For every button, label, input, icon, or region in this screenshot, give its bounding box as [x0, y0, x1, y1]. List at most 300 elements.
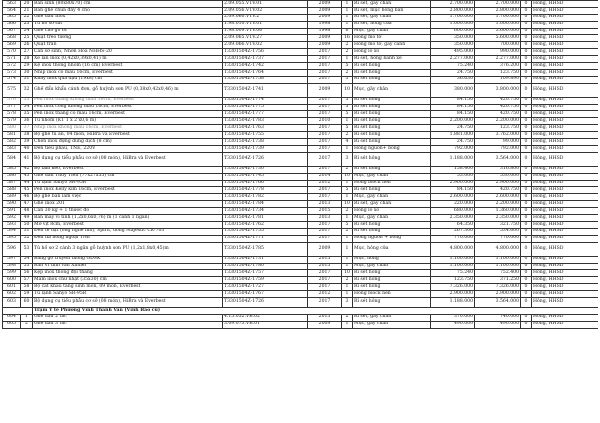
total-value: 700.000 — [475, 42, 521, 49]
total-value: 3.564.000 — [475, 152, 521, 166]
table-row — [3, 35, 599, 42]
quantity: 10 — [342, 173, 353, 180]
condition-status: Hỏng, HHSD — [532, 145, 599, 152]
item-number: 27 — [21, 49, 33, 56]
year-in-use: 2012 — [308, 291, 342, 298]
year-in-use: 2017 — [308, 194, 342, 201]
asset-code: T3301504Z-1784 — [223, 201, 308, 208]
asset-code: T3301504Z-1745 — [223, 173, 308, 180]
row-number: 577 — [3, 104, 21, 111]
year-in-use: 2017 — [308, 277, 342, 284]
remaining-value: 0 — [521, 63, 532, 70]
row-number: 596 — [3, 242, 21, 256]
table-body — [3, 1, 599, 329]
asset-code: T3301504Z-1730 — [223, 166, 308, 173]
unit-price: 380.000 — [431, 83, 475, 97]
row-number: 599 — [3, 270, 21, 277]
total-value: 371.250 — [475, 277, 521, 284]
quantity: 3 — [342, 297, 353, 307]
remaining-value: 0 — [521, 35, 532, 42]
condition-detail: Mục, gãy chân — [353, 194, 431, 201]
year-in-use: 2009 — [308, 35, 342, 42]
total-value: 123.750 — [475, 69, 521, 76]
remaining-value: 0 — [521, 180, 532, 187]
year-in-use: 2017 — [308, 97, 342, 104]
unit-price: 350.000 — [431, 42, 475, 49]
remaining-value: 0 — [521, 104, 532, 111]
remaining-value: 0 — [521, 97, 532, 104]
table-row — [3, 221, 599, 228]
condition-detail: Rỉ sét hỏng — [353, 69, 431, 76]
total-value: 2.600.000 — [475, 194, 521, 201]
year-in-use: 2017 — [308, 139, 342, 146]
condition-detail: Rỉ sét hỏng — [353, 118, 431, 125]
total-value: 2.200.000 — [475, 201, 521, 208]
condition-status: Hỏng, HHSD — [532, 21, 599, 28]
unit-price: 370.000 — [431, 314, 475, 321]
condition-status: Hỏng, HHSD — [532, 263, 599, 270]
condition-detail: Rỉ sét, mục hỏng bản — [353, 7, 431, 14]
condition-status: Hỏng, HHSD — [532, 35, 599, 42]
unit-price: 4.800.000 — [431, 242, 475, 256]
year-in-use: 2015 — [308, 263, 342, 270]
unit-price: 84.150 — [431, 104, 475, 111]
condition-detail: Hỏng block nén — [353, 291, 431, 298]
quantity: 3 — [342, 76, 353, 83]
unit-price: 1.700.000 — [431, 14, 475, 21]
condition-detail: Mục, gãy chân — [353, 263, 431, 270]
quantity: 5 — [342, 125, 353, 132]
condition-detail: Rỉ sét hỏng — [353, 139, 431, 146]
condition-status: Hỏng, HHSD — [532, 215, 599, 222]
item-number: 60 — [21, 297, 33, 307]
quantity: 2 — [342, 166, 353, 173]
condition-status: Hỏng, HHSD — [532, 166, 599, 173]
unit-price: 600.000 — [431, 28, 475, 35]
table-row — [3, 118, 599, 125]
item-number: 29 — [21, 63, 33, 70]
remaining-value: 0 — [521, 69, 532, 76]
quantity: 4 — [342, 139, 353, 146]
table-row — [3, 132, 599, 139]
condition-detail: Mục, gãy chân — [353, 173, 431, 180]
total-value: 1.100.000 — [475, 256, 521, 263]
asset-code: T3301504Z-1762 — [223, 221, 308, 228]
condition-detail: Rỉ sét, hỏng cửa — [353, 21, 431, 28]
quantity: 1 — [342, 21, 353, 28]
total-value: 316.800 — [475, 166, 521, 173]
condition-status: Hỏng, HHSD — [532, 201, 599, 208]
row-number: 571 — [3, 56, 21, 63]
item-number: 36 — [21, 118, 33, 125]
asset-code: T3301504Z-1726 — [223, 152, 308, 166]
quantity: 1 — [342, 215, 353, 222]
row-number: 604 — [3, 314, 21, 321]
unit-price: 770.000 — [431, 235, 475, 242]
condition-detail: Rỉ sét, gãy chân — [353, 1, 431, 8]
condition-status: Hỏng, HHSD — [532, 221, 599, 228]
table-row — [3, 63, 599, 70]
row-number: 564 — [3, 7, 21, 14]
year-in-use: 2017 — [308, 297, 342, 307]
year-in-use: 2010 — [308, 118, 342, 125]
year-in-use: 2017 — [308, 56, 342, 63]
unit-price: 36.630 — [431, 76, 475, 83]
condition-detail: Hỏng lò xo — [353, 49, 431, 56]
year-in-use: 1998 — [308, 21, 342, 28]
condition-detail: Rỉ sét hỏng — [353, 297, 431, 307]
remaining-value: 0 — [521, 111, 532, 118]
quantity: 3 — [342, 152, 353, 166]
total-value: 490.000 — [475, 321, 521, 328]
unit-price: 84.150 — [431, 187, 475, 194]
item-name: Ghế đẩu khẩu cánh đơn, gỗ huỳnh sơn PU (0,38x0,42x0,46) m — [33, 83, 223, 97]
table-row — [3, 152, 599, 166]
item-number: 43 — [21, 173, 33, 180]
year-in-use: 2015 — [308, 208, 342, 215]
item-name: Bảng gỗ truyền thông GDSK — [33, 256, 223, 263]
condition-detail: Rỉ sét hỏng — [353, 76, 431, 83]
quantity: 10 — [342, 83, 353, 97]
item-name: Khay inox quả đậu (19x8) cm — [33, 76, 223, 83]
table-row — [3, 194, 599, 201]
table-row — [3, 297, 599, 307]
remaining-value: 0 — [521, 201, 532, 208]
item-number: 35 — [21, 111, 33, 118]
total-value: 2.900.000 — [475, 291, 521, 298]
row-number: 570 — [3, 49, 21, 56]
unit-price: 75.240 — [431, 270, 475, 277]
year-in-use: 2009 — [308, 42, 342, 49]
asset-code: T3301504Z-1727 — [223, 284, 308, 291]
remaining-value: 0 — [521, 173, 532, 180]
remaining-value: 0 — [521, 83, 532, 97]
year-in-use: 2017 — [308, 166, 342, 173]
total-value: 3.762.000 — [475, 132, 521, 139]
table-row — [3, 166, 599, 173]
unit-price: 680.000 — [431, 208, 475, 215]
item-name: Bộ ghế bàn làm việc — [33, 194, 223, 201]
unit-price: 7.326.000 — [431, 284, 475, 291]
asset-code: 4.15.052.VB.02 — [223, 314, 308, 321]
total-value: 321.750 — [475, 221, 521, 228]
condition-detail: Rỉ sét hỏng — [353, 97, 431, 104]
condition-detail: Rỉ sét hỏng — [353, 152, 431, 166]
asset-code: 2.09.066.VTV.02 — [223, 42, 308, 49]
total-value: 3.600.000 — [475, 28, 521, 35]
item-number: 49 — [21, 215, 33, 222]
total-value: 7.326.000 — [475, 284, 521, 291]
year-in-use: 2009 — [308, 83, 342, 97]
asset-code: 3.09.073.VB.01 — [223, 321, 308, 328]
item-name: Ghế dẫu Inox — [33, 14, 223, 21]
item-number: 30 — [21, 69, 33, 76]
item-number: 54 — [21, 256, 33, 263]
total-value: 109.890 — [475, 76, 521, 83]
condition-detail: Hỏng block nén — [353, 180, 431, 187]
row-number: 568 — [3, 35, 21, 42]
item-number: 20 — [21, 1, 33, 8]
condition-status: Hỏng, HHSD — [532, 42, 599, 49]
table-row — [3, 7, 599, 14]
year-in-use: 2009 — [308, 14, 342, 21]
asset-code: 2.09.056.VTV.02 — [223, 7, 308, 14]
unit-price: 84.150 — [431, 97, 475, 104]
table-row — [3, 215, 599, 222]
year-in-use: 2017 — [308, 125, 342, 132]
item-name: Nhíp inox không mấu 16cm, Everbest — [33, 125, 223, 132]
unit-price: 1.000.000 — [431, 21, 475, 28]
item-name: Bộ ghế tủ ăn, 04 món, HiBra và Everbest — [33, 132, 223, 139]
condition-detail: Rỉ sét hỏng — [353, 277, 431, 284]
year-in-use: 2009 — [308, 1, 342, 8]
item-name: Cân sơ sinh, Nhơn Hòa NHHS-20 — [33, 49, 223, 56]
row-number: 582 — [3, 139, 21, 146]
asset-code: 2.09.065.VTV.27 — [223, 35, 308, 42]
table-row — [3, 208, 599, 215]
remaining-value: 0 — [521, 314, 532, 321]
year-in-use: 2017 — [308, 145, 342, 152]
condition-status: Hỏng, HHSD — [532, 270, 599, 277]
condition-status: Hỏng, HHSD — [532, 104, 599, 111]
quantity: 10 — [342, 201, 353, 208]
remaining-value: 0 — [521, 28, 532, 35]
item-name: Bàn sinh (80x80x70) cm — [33, 1, 223, 8]
condition-status: Hỏng, HHSD — [532, 1, 599, 8]
unit-price: 2.900.000 — [431, 180, 475, 187]
asset-code: T3301504Z-1738 — [223, 139, 308, 146]
quantity: 2 — [342, 49, 353, 56]
item-name: Pen inox cong không mấu 16cm, Everbest — [33, 104, 223, 111]
quantity: 5 — [342, 221, 353, 228]
condition-detail: Rỉ sét hỏng — [353, 284, 431, 291]
table-row — [3, 270, 599, 277]
total-value: 2.200.000 — [475, 118, 521, 125]
condition-detail: Rỉ sét hỏng — [353, 166, 431, 173]
item-name: Bàn máy vi tính (1,2x0,6x0,76) m (1 cánh 1 ngăn) — [33, 215, 223, 222]
asset-code: T3301504Z-1764 — [223, 69, 308, 76]
asset-code: T3301504Z-1726 — [223, 297, 308, 307]
asset-code: T3301504Z-1731 — [223, 256, 308, 263]
remaining-value: 0 — [521, 166, 532, 173]
row-number: 597 — [3, 256, 21, 263]
item-number: 38 — [21, 132, 33, 139]
item-number: 53 — [21, 242, 33, 256]
item-name: Đèn tia hồng ngoại TNE — [33, 235, 223, 242]
row-number: 592 — [3, 215, 21, 222]
table-row — [3, 277, 599, 284]
asset-code: T3301504Z-1785 — [223, 242, 308, 256]
asset-code: T3301504Z-1778 — [223, 187, 308, 194]
unit-price: 1.188.000 — [431, 297, 475, 307]
item-name: Bộ lam kéo, Everbest — [33, 166, 223, 173]
item-number: 24 — [21, 28, 33, 35]
year-in-use: 2009 — [308, 7, 342, 14]
asset-code: T3301504Z-1766 — [223, 180, 308, 187]
year-in-use: 2009 — [308, 321, 342, 328]
unit-price: 2.600.000 — [431, 194, 475, 201]
table-row — [3, 291, 599, 298]
table-row — [3, 28, 599, 35]
unit-price: 24.750 — [431, 125, 475, 132]
asset-code: 2.09.055.VTV.01 — [223, 1, 308, 8]
table-row — [3, 125, 599, 132]
condition-status: Hỏng, HHSD — [532, 63, 599, 70]
condition-status: Hỏng, HHSD — [532, 194, 599, 201]
condition-detail: Rỉ sét hỏng — [353, 111, 431, 118]
unit-price: 350.000 — [431, 35, 475, 42]
condition-status: Hỏng, HHSD — [532, 314, 599, 321]
condition-detail: Mục, gãy chân — [353, 28, 431, 35]
condition-detail: Rỉ sét hỏng — [353, 221, 431, 228]
item-name: Ghế chờ gỗ 6c — [33, 28, 223, 35]
item-name: Pen inox thẳng không mấu 16cm, Everbest — [33, 97, 223, 104]
condition-detail: Rỉ sét hỏng — [353, 228, 431, 235]
total-value: 123.750 — [475, 125, 521, 132]
item-number: 2 — [21, 321, 33, 328]
table-row — [3, 256, 599, 263]
table-row — [3, 242, 599, 256]
table-row — [3, 284, 599, 291]
table-row — [3, 97, 599, 104]
row-number: 598 — [3, 263, 21, 270]
remaining-value: 0 — [521, 76, 532, 83]
condition-detail: Hỏng nguồn+ bóng — [353, 145, 431, 152]
total-value: 740.000 — [475, 314, 521, 321]
quantity: 1 — [342, 242, 353, 256]
item-number: 25 — [21, 35, 33, 42]
item-name: Tủ lạnh Sanyo SR-95R — [33, 291, 223, 298]
unit-price: 2.277.000 — [431, 56, 475, 63]
item-name: Xe lăn inox (0,42x0,39x0,41) m — [33, 56, 223, 63]
row-number: 591 — [3, 208, 21, 215]
row-number: 583 — [3, 145, 21, 152]
row-number: 589 — [3, 194, 21, 201]
item-name: Ghế dẫu 3 thc — [33, 321, 223, 328]
quantity: 1 — [342, 291, 353, 298]
asset-code: T3301504Z-1737 — [223, 56, 308, 63]
unit-price: 2.350.000 — [431, 215, 475, 222]
item-name: Pen inox Kelly kim 16cm, Everbest — [33, 187, 223, 194]
year-in-use: 2017 — [308, 221, 342, 228]
quantity: 5 — [342, 111, 353, 118]
table-row — [3, 83, 599, 97]
quantity: 2 — [342, 228, 353, 235]
item-number: 22 — [21, 14, 33, 21]
year-in-use: 2017 — [308, 284, 342, 291]
row-number: 590 — [3, 201, 21, 208]
total-value: 99.000 — [475, 139, 521, 146]
asset-code: T3301504Z-1780 — [223, 263, 308, 270]
asset-code: T3301504Z-1782 — [223, 194, 308, 201]
row-number: 593 — [3, 221, 21, 228]
condition-status: Hỏng, HHSD — [532, 152, 599, 166]
unit-price: 792.000 — [431, 145, 475, 152]
remaining-value: 0 — [521, 7, 532, 14]
condition-detail: Mục, gãy chân — [353, 215, 431, 222]
item-name: Quạt trần — [33, 42, 223, 49]
table-row — [3, 235, 599, 242]
row-number: 574 — [3, 76, 21, 83]
total-value: 990.000 — [475, 49, 521, 56]
item-number: 48 — [21, 208, 33, 215]
item-name: Ghế dằn Thủy Tiến (77x27x55) cm — [33, 173, 223, 180]
year-in-use: 2013 — [308, 215, 342, 222]
condition-status: Hỏng, HHSD — [532, 321, 599, 328]
asset-code: T3301504Z-1781 — [223, 215, 308, 222]
year-in-use: 2017 — [308, 63, 342, 70]
item-number: 56 — [21, 270, 33, 277]
total-value: 2.900.000 — [475, 180, 521, 187]
unit-price: 2.900.000 — [431, 291, 475, 298]
quantity: 1 — [342, 145, 353, 152]
asset-code: T3301504Z-1739 — [223, 145, 308, 152]
remaining-value: 0 — [521, 56, 532, 63]
total-value: 3.564.000 — [475, 297, 521, 307]
asset-code: T3301504Z-1759 — [223, 277, 308, 284]
condition-status: Hỏng, HHSD — [532, 297, 599, 307]
item-name: Nhíp inox có mấu 16cm, Everbest — [33, 69, 223, 76]
quantity: 2 — [342, 42, 353, 49]
unit-price: 2.800.000 — [431, 7, 475, 14]
year-in-use: 2013 — [308, 201, 342, 208]
quantity: 1 — [342, 118, 353, 125]
unit-price: 24.750 — [431, 69, 475, 76]
item-name: Ghế dẫu 2 thc — [33, 314, 223, 321]
condition-status: Hỏng, HHSD — [532, 111, 599, 118]
remaining-value: 0 — [521, 194, 532, 201]
total-value: 420.750 — [475, 111, 521, 118]
quantity: 10 — [342, 270, 353, 277]
quantity: 1 — [342, 284, 353, 291]
year-in-use: 2015 — [308, 314, 342, 321]
table-row — [3, 173, 599, 180]
table-row — [3, 201, 599, 208]
remaining-value: 0 — [521, 1, 532, 8]
table-row — [3, 263, 599, 270]
unit-price: 84.150 — [431, 111, 475, 118]
unit-price: 220.000 — [431, 201, 475, 208]
quantity: 2 — [342, 277, 353, 284]
total-value: 5.600.000 — [475, 35, 521, 42]
quantity: 2 — [342, 132, 353, 139]
table-row — [3, 42, 599, 49]
item-number: 39 — [21, 139, 33, 146]
total-value: 376.200 — [475, 63, 521, 70]
item-number: 40 — [21, 145, 33, 152]
group-title: Trạm Y tế Phường Vĩnh Thanh Vân (Vĩnh Bảo cũ) — [33, 307, 599, 314]
item-number: 52 — [21, 235, 33, 242]
quantity: 2 — [342, 314, 353, 321]
remaining-value: 0 — [521, 125, 532, 132]
unit-price: 1.100.000 — [431, 263, 475, 270]
item-name: Quạt treo tường — [33, 35, 223, 42]
remaining-value: 0 — [521, 152, 532, 166]
remaining-value: 0 — [521, 235, 532, 242]
total-value: 2.350.000 — [475, 215, 521, 222]
condition-status: Hỏng, HHSD — [532, 235, 599, 242]
quantity: 2 — [342, 208, 353, 215]
total-value: 534.600 — [475, 228, 521, 235]
condition-status: Hỏng, HHSD — [532, 208, 599, 215]
condition-status: Hỏng, HHSD — [532, 49, 599, 56]
condition-status: Hỏng, HHSD — [532, 28, 599, 35]
condition-status: Hỏng, HHSD — [532, 69, 599, 76]
row-number: 567 — [3, 28, 21, 35]
row-number: 580 — [3, 125, 21, 132]
condition-status: Hỏng, HHSD — [532, 180, 599, 187]
item-name: Bộ cắt khâu tầng sinh môn, 09 món, Everbest — [33, 284, 223, 291]
